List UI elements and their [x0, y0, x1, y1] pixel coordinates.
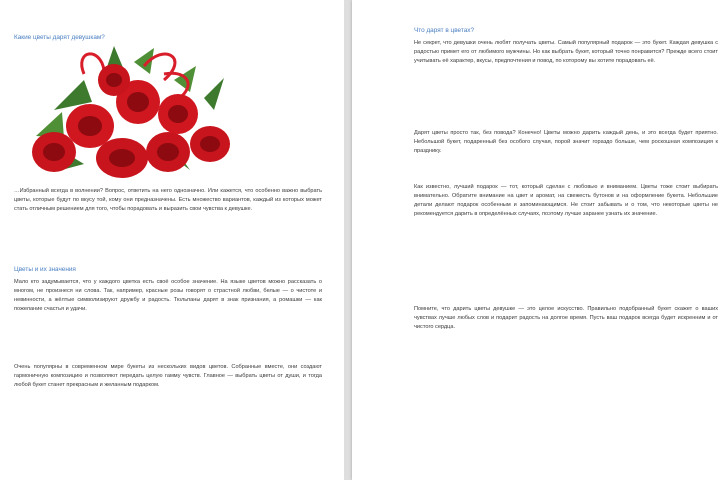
- left-paragraph-meanings: Мало кто задумывается, что у каждого цветка есть своё особое значение. На языке цветов можно рассказать о многом, не произнеся ни слова. Так, например, красные розы говорят о страстной любви, белые — о чистоте и невинности, а жёлтые символизируют дружбу и радость. Тюльпаны дарят в знак признания, а ромашки — как пожелание счастья и удачи.: [14, 279, 322, 312]
- left-heading-flower-meanings[interactable]: Цветы и их значения: [14, 266, 76, 273]
- left-heading-flowers-for-girls[interactable]: Какие цветы дарят девушкам?: [14, 34, 105, 41]
- right-paragraph-popular-gift: Не секрет, что девушки очень любят получать цветы. Самый популярный подарок — это букет. Каждая девушка с радостью примет его от любимого мужчины. Но как выбрать букет, который точно понравится? Прежде всего стоит учитывать её характер, вкусы, предпочтения и повод, по которому вы хотите порадовать её.: [414, 40, 718, 64]
- left-page: [0, 0, 344, 480]
- left-paragraph-intro: …Избранный всегда в волнении? Вопрос, ответить на него однозначно. Или кажется, что особенно важно выбрать цветы, которые будут по вкусу той, кому они предназначены. Есть множество вариантов, каждый из которых может стать отличным решением для того, чтобы порадовать и выразить свои чувства к девушке.: [14, 188, 322, 212]
- page-gutter: [344, 0, 352, 480]
- right-paragraph-art-of-giving: Помните, что дарить цветы девушке — это целое искусство. Правильно подобранный букет скажет о ваших чувствах лучше любых слов и подарит радость на долгое время. Пусть ваш подарок всегда будет искренним и от чистого сердца.: [414, 306, 718, 330]
- right-paragraph-no-reason: Дарят цветы просто так, без повода? Конечно! Цветы можно дарить каждый день, и это всегда будет приятно. Небольшой букет, подаренный без особого случая, порой значит гораздо больше, чем роскошная композиция к празднику.: [414, 130, 718, 154]
- right-paragraph-choose-carefully: Как известно, лучший подарок — тот, который сделан с любовью и вниманием. Цветы тоже стоит выбирать внимательно. Обратите внимание на цвет и аромат, на свежесть бутонов и на оформление букета. Небольшие детали делают подарок особенным и запоминающимся. Не стоит забывать и о том, что некоторые цветы не рекомендуется дарить в определённых случаях, поэтому лучше заранее узнать их значение.: [414, 184, 718, 217]
- roses-bouquet-image: [14, 40, 236, 178]
- right-page: [352, 0, 720, 480]
- left-paragraph-bouquets: Очень популярны в современном мире букеты из нескольких видов цветов. Собранные вместе, они создают гармоничную композицию и позволяют передать целую гамму чувств. Главное — выбрать цветы от души, и тогда любой букет станет прекрасным и желанным подарком.: [14, 364, 322, 388]
- right-heading-what-flowers[interactable]: Что дарят в цветах?: [414, 27, 475, 34]
